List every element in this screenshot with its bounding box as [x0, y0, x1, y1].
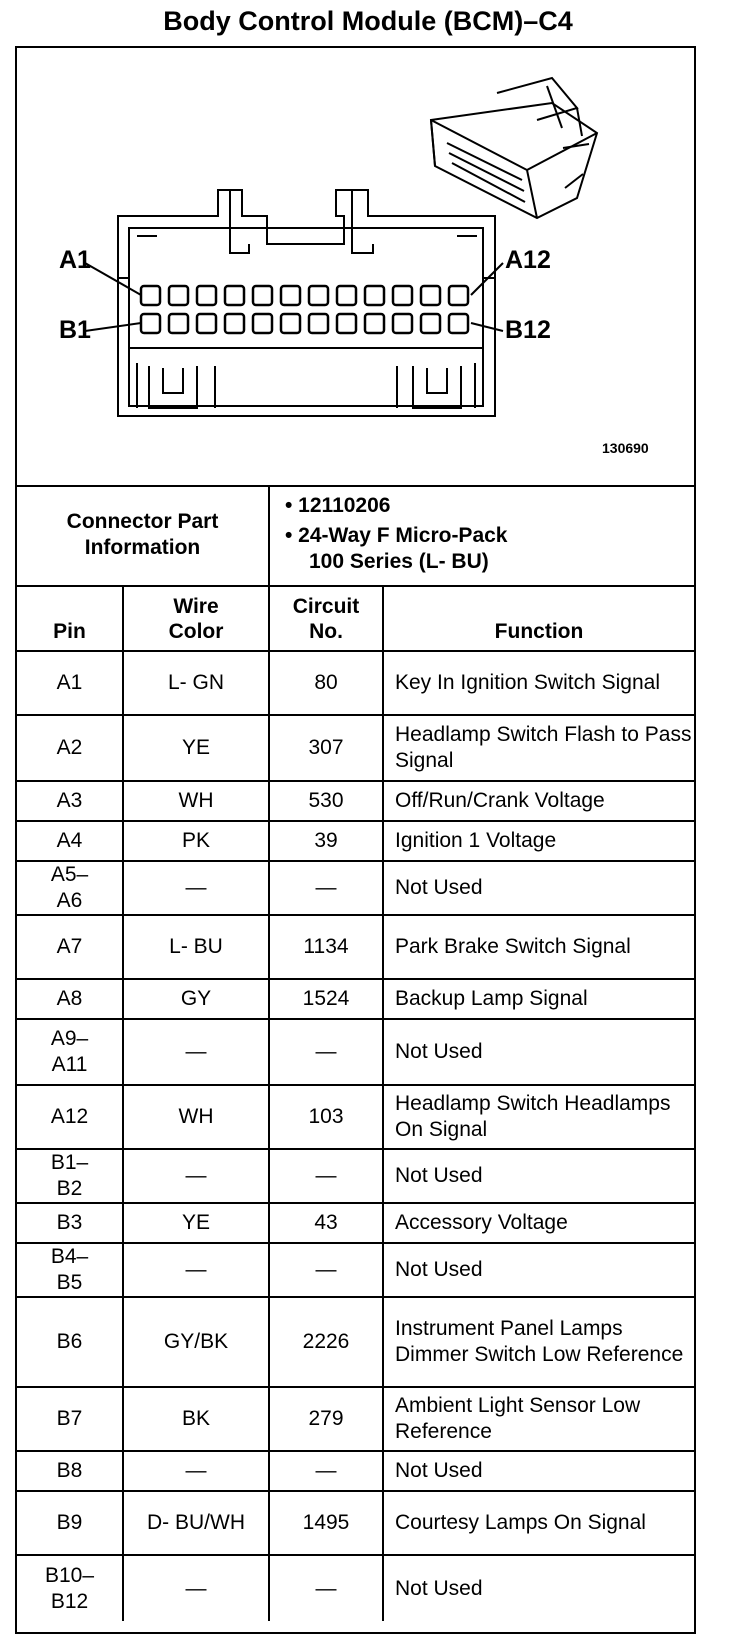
pin-label-b1: B1	[59, 316, 91, 344]
header-function: Function	[383, 585, 694, 651]
circuit-cell: 1495	[269, 1491, 383, 1555]
table-row	[17, 915, 694, 979]
wire-color-cell: —	[123, 1019, 269, 1085]
pin-cavities	[141, 286, 468, 333]
pin-cavity	[169, 286, 188, 305]
pin-cavity	[225, 286, 244, 305]
pin-cell: A12	[17, 1085, 123, 1149]
pin-cavity	[141, 314, 160, 333]
pin-cell: B4–B5	[17, 1243, 123, 1297]
circuit-cell: 80	[269, 651, 383, 715]
circuit-cell: 1134	[269, 915, 383, 979]
wire-color-cell: —	[123, 1451, 269, 1491]
wire-color-cell: YE	[123, 715, 269, 781]
circuit-cell: 43	[269, 1203, 383, 1243]
function-cell: Not Used	[383, 1555, 694, 1621]
table-row	[17, 979, 694, 1019]
table-row	[17, 651, 694, 715]
function-cell: Not Used	[383, 1019, 694, 1085]
circuit-cell: —	[269, 1019, 383, 1085]
function-cell: Not Used	[383, 1243, 694, 1297]
wire-color-cell: —	[123, 1555, 269, 1621]
function-cell: Not Used	[383, 1451, 694, 1491]
pinout-table	[17, 585, 694, 1621]
table-row	[17, 1297, 694, 1387]
pin-cell: B8	[17, 1451, 123, 1491]
wire-color-cell: PK	[123, 821, 269, 861]
circuit-cell: —	[269, 1555, 383, 1621]
table-row	[17, 1491, 694, 1555]
pin-cell: A9– A11	[17, 1019, 123, 1085]
table-header-row	[17, 585, 694, 651]
wire-color-cell: —	[123, 1149, 269, 1203]
pin-label-b12: B12	[505, 316, 551, 344]
pin-label-a12: A12	[505, 246, 551, 274]
pin-cavity	[281, 286, 300, 305]
table-row	[17, 1451, 694, 1491]
circuit-cell: 103	[269, 1085, 383, 1149]
circuit-cell: —	[269, 1451, 383, 1491]
connector-3d-view	[431, 78, 597, 218]
function-cell: Instrument Panel Lamps Dimmer Switch Low Reference	[383, 1297, 694, 1387]
function-cell: Ambient Light Sensor Low Reference	[383, 1387, 694, 1451]
wire-color-cell: YE	[123, 1203, 269, 1243]
pin-cavity	[141, 286, 160, 305]
table-row	[17, 1019, 694, 1085]
table-row	[17, 1149, 694, 1203]
function-cell: Ignition 1 Voltage	[383, 821, 694, 861]
function-cell: Headlamp Switch Flash to Pass Signal	[383, 715, 694, 781]
connector-part-values	[285, 493, 685, 579]
function-cell: Accessory Voltage	[383, 1203, 694, 1243]
connector-drawing	[17, 48, 694, 485]
pin-cell: B1–B2	[17, 1149, 123, 1203]
pin-cell: B10– B12	[17, 1555, 123, 1621]
connector-diagram	[17, 48, 694, 487]
pin-cavity	[309, 286, 328, 305]
table-row	[17, 821, 694, 861]
table-row	[17, 781, 694, 821]
table-row	[17, 1555, 694, 1621]
wire-color-cell: GY/BK	[123, 1297, 269, 1387]
figure-id: 130690	[602, 440, 649, 456]
function-cell: Off/Run/Crank Voltage	[383, 781, 694, 821]
page-title: Body Control Module (BCM)–C4	[163, 6, 573, 36]
pin-cell: B9	[17, 1491, 123, 1555]
pin-cavity	[337, 286, 356, 305]
pin-cavity	[449, 314, 468, 333]
pin-cavity	[197, 286, 216, 305]
connector-part-label: Connector Part Information	[17, 485, 270, 585]
header-wire-color: Wire Color	[123, 585, 269, 651]
pin-cavity	[449, 286, 468, 305]
pin-cell: A7	[17, 915, 123, 979]
circuit-cell: 307	[269, 715, 383, 781]
function-cell: Key In Ignition Switch Signal	[383, 651, 694, 715]
pin-cell: A4	[17, 821, 123, 861]
wire-color-cell: L- GN	[123, 651, 269, 715]
table-row	[17, 861, 694, 915]
header-pin: Pin	[17, 585, 123, 651]
pin-cavity	[197, 314, 216, 333]
table-row	[17, 1243, 694, 1297]
pin-cavity	[337, 314, 356, 333]
pin-cavity	[393, 286, 412, 305]
circuit-cell: —	[269, 861, 383, 915]
wire-color-cell: —	[123, 1243, 269, 1297]
pin-cavity	[365, 314, 384, 333]
pin-cavity	[421, 314, 440, 333]
table-row	[17, 1203, 694, 1243]
wire-color-cell: L- BU	[123, 915, 269, 979]
function-cell: Not Used	[383, 861, 694, 915]
pin-cavity	[393, 314, 412, 333]
pin-cavity	[281, 314, 300, 333]
table-row	[17, 1387, 694, 1451]
circuit-cell: —	[269, 1149, 383, 1203]
pin-cavity	[365, 286, 384, 305]
wire-color-cell: GY	[123, 979, 269, 1019]
header-circuit-no: Circuit No.	[269, 585, 383, 651]
wire-color-cell: D- BU/WH	[123, 1491, 269, 1555]
pin-label-a1: A1	[59, 246, 91, 274]
pin-cell: A2	[17, 715, 123, 781]
circuit-cell: 1524	[269, 979, 383, 1019]
circuit-cell: 530	[269, 781, 383, 821]
pin-cavity	[421, 286, 440, 305]
connector-part-info	[17, 485, 694, 587]
pin-cavity	[253, 314, 272, 333]
pin-cell: A5–A6	[17, 861, 123, 915]
part-description-line1: • 24-Way F Micro-Pack	[285, 524, 508, 547]
wire-color-cell: WH	[123, 781, 269, 821]
pin-cavity	[309, 314, 328, 333]
table-row	[17, 1085, 694, 1149]
pin-cavity	[253, 286, 272, 305]
pin-cell: A1	[17, 651, 123, 715]
part-description-line2: 100 Series (L- BU)	[309, 550, 489, 573]
circuit-cell: 39	[269, 821, 383, 861]
function-cell: Courtesy Lamps On Signal	[383, 1491, 694, 1555]
pin-cell: A8	[17, 979, 123, 1019]
wire-color-cell: —	[123, 861, 269, 915]
function-cell: Not Used	[383, 1149, 694, 1203]
circuit-cell: 279	[269, 1387, 383, 1451]
pin-cell: B3	[17, 1203, 123, 1243]
function-cell: Backup Lamp Signal	[383, 979, 694, 1019]
function-cell: Park Brake Switch Signal	[383, 915, 694, 979]
pin-cell: B6	[17, 1297, 123, 1387]
function-cell: Headlamp Switch Headlamps On Signal	[383, 1085, 694, 1149]
pin-cavity	[169, 314, 188, 333]
wire-color-cell: WH	[123, 1085, 269, 1149]
circuit-cell: —	[269, 1243, 383, 1297]
wire-color-cell: BK	[123, 1387, 269, 1451]
pin-cell: B7	[17, 1387, 123, 1451]
circuit-cell: 2226	[269, 1297, 383, 1387]
part-number: • 12110206	[285, 494, 391, 517]
connector-sheet	[15, 46, 696, 1634]
pin-cavity	[225, 314, 244, 333]
pin-cell: A3	[17, 781, 123, 821]
table-row	[17, 715, 694, 781]
